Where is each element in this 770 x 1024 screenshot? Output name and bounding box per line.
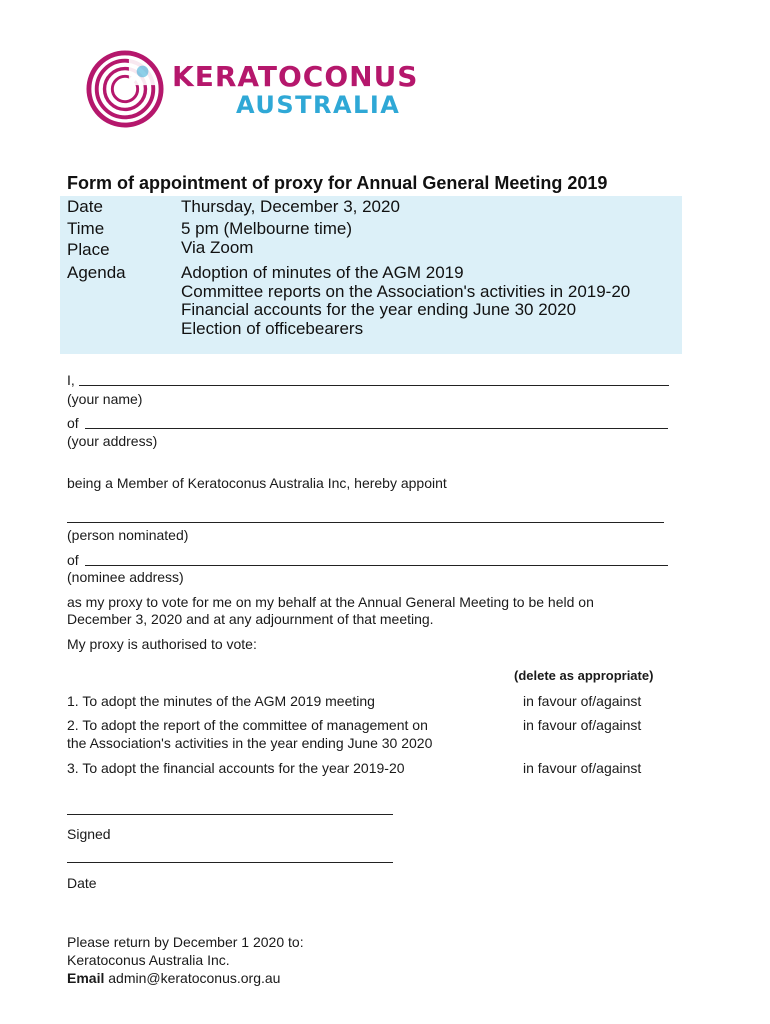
agenda-label: Agenda: [67, 263, 126, 282]
organisation-name: Keratoconus Australia Inc.: [67, 952, 230, 968]
date-field-line[interactable]: [67, 862, 393, 863]
time-label: Time: [67, 219, 105, 238]
vote-option-2[interactable]: in favour of/against: [523, 717, 642, 733]
email-label: Email: [67, 970, 105, 986]
resolution-2: 2. To adopt the report of the committee of management on: [67, 717, 428, 733]
date-field-label: Date: [67, 875, 97, 891]
agenda-item: Financial accounts for the year ending June 30 2020: [181, 300, 577, 319]
logo-wordmark-australia: AUSTRALIA: [236, 91, 401, 119]
your-name-caption: (your name): [67, 391, 143, 407]
proxy-statement-cont: December 3, 2020 and at any adjournment of that meeting.: [67, 611, 434, 627]
nominee-field-line[interactable]: [67, 522, 664, 523]
your-address-caption: (your address): [67, 433, 158, 449]
agenda-item: Committee reports on the Association's activities in 2019-20: [181, 282, 631, 301]
resolution-3: 3. To adopt the financial accounts for the year 2019-20: [67, 760, 405, 776]
authorised-statement: My proxy is authorised to vote:: [67, 636, 257, 652]
agenda-item: Adoption of minutes of the AGM 2019: [181, 263, 464, 282]
date-label: Date: [67, 197, 103, 216]
place-value: Via Zoom: [181, 238, 254, 257]
email-address[interactable]: admin@keratoconus.org.au: [108, 970, 281, 986]
name-field-line[interactable]: [79, 385, 669, 386]
of-prefix-nominee: of: [67, 552, 79, 568]
signature-field-line[interactable]: [67, 814, 393, 815]
vote-option-1[interactable]: in favour of/against: [523, 693, 642, 709]
return-instructions: Please return by December 1 2020 to:: [67, 934, 304, 950]
address-field-line[interactable]: [85, 428, 668, 429]
of-prefix: of: [67, 415, 79, 431]
nominee-address-field-line[interactable]: [85, 565, 668, 566]
resolution-2-cont: the Association's activities in the year ending June 30 2020: [67, 735, 433, 751]
agenda-item: Election of officebearers: [181, 319, 364, 338]
signed-label: Signed: [67, 826, 111, 842]
time-value: 5 pm (Melbourne time): [181, 219, 353, 238]
member-statement: being a Member of Keratoconus Australia Inc, hereby appoint: [67, 475, 447, 491]
keratoconus-logo-icon: [86, 50, 164, 128]
form-title: Form of appointment of proxy for Annual General Meeting 2019: [67, 173, 608, 193]
place-label: Place: [67, 240, 110, 259]
delete-note: (delete as appropriate): [514, 668, 654, 683]
i-prefix: I,: [67, 372, 75, 388]
resolution-1: 1. To adopt the minutes of the AGM 2019 meeting: [67, 693, 375, 709]
date-value: Thursday, December 3, 2020: [181, 197, 400, 216]
proxy-statement: as my proxy to vote for me on my behalf at the Annual General Meeting to be held on: [67, 594, 594, 610]
vote-option-3[interactable]: in favour of/against: [523, 760, 642, 776]
nominee-address-caption: (nominee address): [67, 569, 184, 585]
email-line: [67, 969, 280, 987]
logo-wordmark-keratoconus: KERATOCONUS: [172, 60, 419, 93]
person-nominated-caption: (person nominated): [67, 527, 189, 543]
